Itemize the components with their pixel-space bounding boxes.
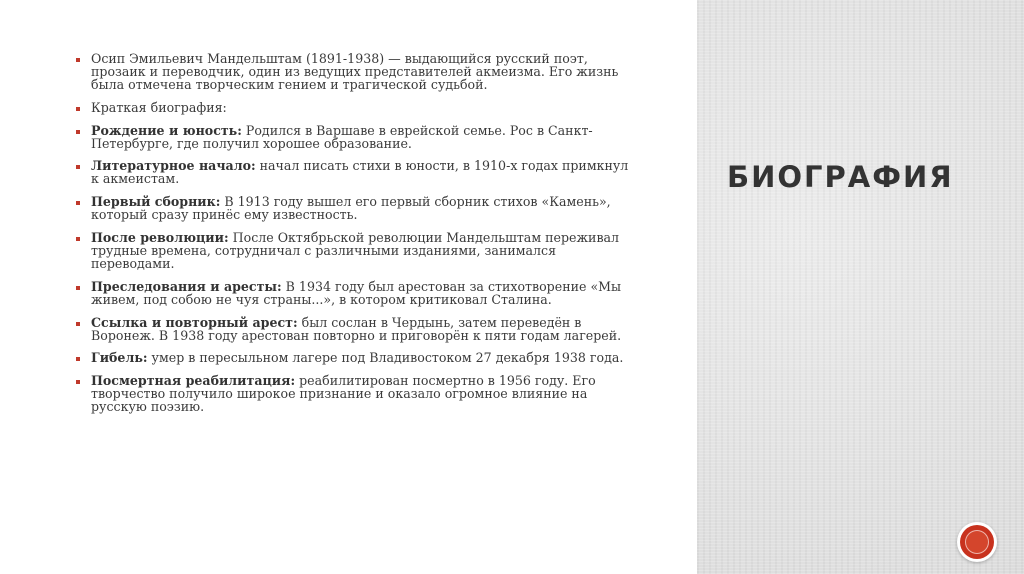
item-text: Родился в Варшаве в еврейской семье. Рос в Санкт-Петербурге, где получил хорошее образование. (91, 122, 593, 151)
item-text: После Октябрьской революции Мандельштам переживал трудные времена, сотрудничал с различными изданиями, занимался переводами. (91, 230, 620, 271)
subheading-text: Краткая биография: (91, 99, 227, 115)
bullet-icon (76, 201, 80, 205)
bullet-icon (76, 165, 80, 169)
list-item-literary-start (75, 160, 635, 186)
list-item-birth (75, 122, 635, 151)
item-text: начал писать стихи в юности, в 1910-х годах примкнул к акмеистам. (91, 158, 629, 187)
item-text: умер в пересыльном лагере под Владивостоком 27 декабря 1938 года. (147, 350, 624, 366)
list-item-death (75, 352, 635, 365)
logo-ring (960, 525, 994, 559)
item-label: Преследования и аресты: (91, 278, 282, 294)
intro-text: Осип Эмильевич Мандельштам (1891-1938) — выдающийся русский поэт, прозаик и переводчик, один из ведущих представителей акмеизма. Его жизнь была отмечена творческим гением и трагической судьбой. (91, 51, 619, 92)
list-item-first-collection (75, 196, 635, 222)
item-label: Ссылка и повторный арест: (91, 314, 298, 330)
list-item-after-revolution (75, 232, 635, 271)
slide-title: БИОГРАФИЯ (727, 160, 954, 194)
bullet-icon (76, 58, 80, 62)
item-text: был сослан в Чердынь, затем переведён в Воронеж. В 1938 году арестован повторно и приговорён к пяти годам лагерей. (91, 314, 622, 343)
title-panel (697, 0, 1024, 574)
item-label: Рождение и юность: (91, 122, 242, 138)
bullet-icon (76, 107, 80, 111)
bullet-list (75, 53, 635, 424)
item-text: реабилитирован посмертно в 1956 году. Его творчество получило широкое признание и оказало огромное влияние на русскую поэзию. (91, 373, 596, 415)
item-text: В 1913 году вышел его первый сборник стихов «Камень», который сразу принёс ему известность. (91, 194, 611, 223)
item-text: В 1934 году был арестован за стихотворение «Мы живем, под собою не чуя страны...», в котором критиковал Сталина. (91, 278, 622, 307)
list-item-subheading (75, 99, 635, 115)
item-label: Литературное начало: (91, 158, 256, 174)
logo-inner (965, 530, 989, 554)
bullet-icon (76, 357, 80, 361)
bullet-icon (76, 322, 80, 326)
item-label: Посмертная реабилитация: (91, 373, 296, 389)
list-item-persecution (75, 278, 635, 307)
list-item-exile (75, 314, 635, 343)
item-label: Первый сборник: (91, 194, 221, 210)
logo-icon (957, 522, 997, 562)
bullet-icon (76, 237, 80, 241)
bullet-icon (76, 130, 80, 134)
bullet-icon (76, 286, 80, 290)
item-label: После революции: (91, 230, 229, 246)
item-label: Гибель: (91, 350, 148, 366)
list-item-intro (75, 53, 635, 92)
bullet-icon (76, 380, 80, 384)
list-item-rehabilitation (75, 375, 635, 414)
